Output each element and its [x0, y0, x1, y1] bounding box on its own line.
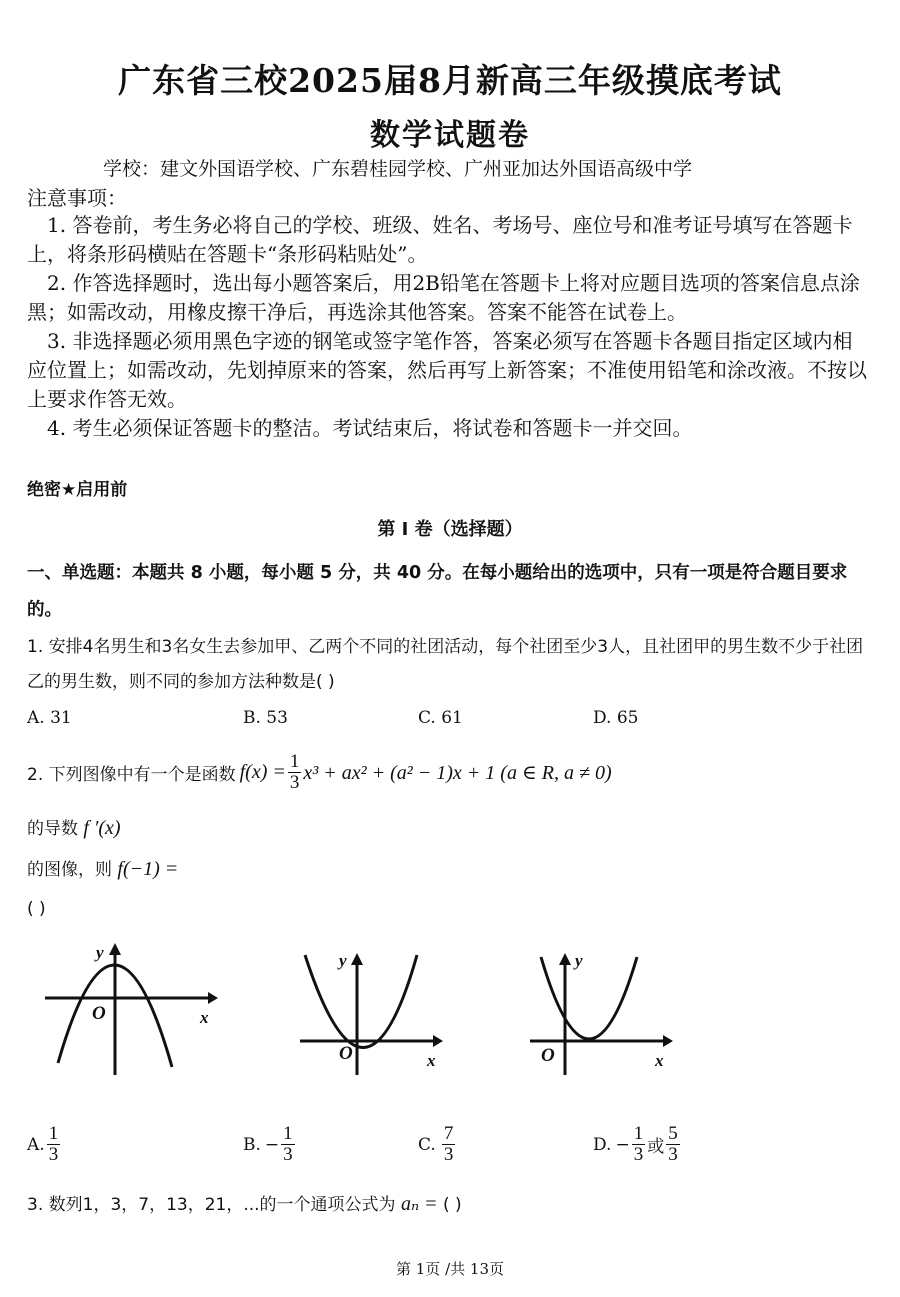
q1-option-d: D. 65 — [593, 708, 639, 728]
page-footer: 第 1页 /共 13页 — [396, 1260, 504, 1278]
q2-line-2 — [27, 814, 121, 840]
notice-item-3: 3. 非选择题必须用黑色字迹的钢笔或签字笔作答，答案必须写在答题卡各题目指定区域内相应位置上；如需改动，先划掉原来的答案，然后再写上新答案；不准使用铅笔和涂改液。不按以上要求作答无效。 — [27, 329, 867, 411]
q2-option-d-fraction-1 — [632, 1124, 646, 1165]
q2-line3-prefix: 的图像，则 — [27, 860, 112, 880]
exam-title: 广东省三校2025届8月新高三年级摸底考试 — [118, 61, 782, 100]
q2-option-d — [593, 1124, 682, 1165]
q2-option-d-or: 或 — [647, 1137, 665, 1157]
graph2-y-label: y — [339, 951, 347, 970]
notice-item-2: 2. 作答选择题时，选出每小题答案后，用2B铅笔在答题卡上将对应题目选项的答案信息点涂黑；如需改动，用橡皮擦干净后，再选涂其他答案。答案不能答在试卷上。 — [27, 271, 860, 324]
notice-item-4: 4. 考生必须保证答题卡的整洁。考试结束后，将试卷和答题卡一并交回。 — [47, 416, 693, 440]
exam-subtitle: 数学试题卷 — [370, 118, 530, 153]
q2-option-b-sign: − — [264, 1134, 280, 1155]
graph3-x-label: x — [655, 1051, 664, 1070]
graph2-x-arrow — [433, 1035, 443, 1047]
q2-graph-3 — [525, 935, 685, 1080]
q2-line2-prefix: 的导数 — [27, 819, 78, 839]
graph3-origin-label: O — [541, 1045, 555, 1066]
graph1-origin-label: O — [92, 1003, 106, 1024]
section-header: 一、单选题：本题共 8 小题，每小题 5 分，共 40 分。在每小题给出的选项中，只有一项是符合题目要求的。 — [27, 563, 848, 620]
q2-graph-1 — [40, 935, 220, 1080]
q2-option-a — [27, 1124, 62, 1165]
question-1-stem: 1. 安排4名男生和3名女生去参加甲、乙两个不同的社团活动，每个社团至少3人，且社团甲的男生数不少于社团乙的男生数，则不同的参加方法种数是( ) — [27, 637, 864, 692]
question-3-stem — [27, 1190, 462, 1216]
q2-option-d-fraction-2 — [666, 1124, 680, 1165]
graph1-x-arrow — [208, 992, 218, 1004]
q2-option-a-fraction — [47, 1124, 61, 1165]
graph1-x-label: x — [200, 1008, 209, 1027]
q2-bracket: ( ) — [27, 899, 46, 919]
graph3-y-arrow — [559, 953, 571, 965]
graph2-x-label: x — [427, 1051, 436, 1070]
q2-stem-prefix: 2. 下列图像中有一个是函数 — [27, 765, 236, 785]
q2-option-b-label: B. — [243, 1134, 261, 1155]
q2-derivative: f ′(x) — [83, 817, 121, 839]
q2-option-c-num: 7 — [443, 1123, 454, 1144]
q2-func-rest: x³ + ax² + (a² − 1)x + 1 (a ∈ R, a ≠ 0) — [303, 762, 612, 784]
part-title: 第 I 卷（选择题） — [377, 519, 523, 540]
q2-option-b-den: 3 — [283, 1144, 293, 1165]
graph3-curve — [541, 957, 637, 1039]
graph1-y-arrow — [109, 943, 121, 955]
q1-option-c: C. 61 — [418, 708, 463, 728]
schools-line: 学校：建文外国语学校、广东碧桂园学校、广州亚加达外国语高级中学 — [103, 158, 693, 180]
q2-option-d-sign: − — [615, 1134, 630, 1155]
q3-stem-math: aₙ = — [400, 1193, 438, 1215]
q3-stem-suffix: ( ) — [442, 1195, 462, 1215]
q1-option-a: A. 31 — [27, 708, 72, 728]
q2-line-3 — [27, 855, 178, 881]
q2-func-frac-den: 3 — [289, 772, 300, 793]
q2-func-lhs: f(x) = — [239, 761, 286, 783]
q2-option-d-num2: 5 — [668, 1123, 678, 1144]
graph2-origin-label: O — [339, 1043, 353, 1064]
q2-option-b-fraction — [281, 1124, 295, 1165]
secret-label: 绝密★启用前 — [27, 480, 128, 500]
q2-f-minus-1: f(−1) = — [117, 858, 179, 880]
q2-option-b-num: 1 — [283, 1123, 293, 1144]
q2-graph-2 — [295, 935, 455, 1080]
q2-func-frac-num: 1 — [289, 751, 300, 772]
notice-label: 注意事项： — [27, 186, 127, 210]
q2-option-a-num: 1 — [48, 1123, 59, 1144]
q2-option-c-label: C. — [418, 1134, 436, 1155]
q2-option-a-label: A. — [27, 1134, 45, 1155]
graph2-y-arrow — [351, 953, 363, 965]
graph2-curve — [305, 955, 417, 1048]
q2-option-b — [243, 1124, 297, 1165]
q2-option-d-num: 1 — [633, 1123, 644, 1144]
q1-option-b: B. 53 — [243, 708, 288, 728]
q2-option-d-label: D. — [593, 1134, 612, 1155]
q2-func-fraction — [288, 752, 302, 793]
graph3-y-label: y — [575, 951, 583, 970]
graph1-y-label: y — [96, 943, 104, 962]
q2-option-d-den2: 3 — [668, 1144, 678, 1165]
q2-option-c — [418, 1124, 457, 1165]
graph3-x-arrow — [663, 1035, 673, 1047]
q2-option-c-den: 3 — [443, 1144, 454, 1165]
q3-stem-prefix: 3. 数列1，3，7，13，21，...的一个通项公式为 — [27, 1195, 396, 1215]
q2-option-a-den: 3 — [48, 1144, 59, 1165]
question-2-stem — [27, 752, 612, 793]
q2-option-d-den: 3 — [633, 1144, 644, 1165]
notice-item-1: 1. 答卷前，考生务必将自己的学校、班级、姓名、考场号、座位号和准考证号填写在答题卡上，将条形码横贴在答题卡“条形码粘贴处”。 — [27, 213, 853, 266]
q2-option-c-fraction — [442, 1124, 456, 1165]
